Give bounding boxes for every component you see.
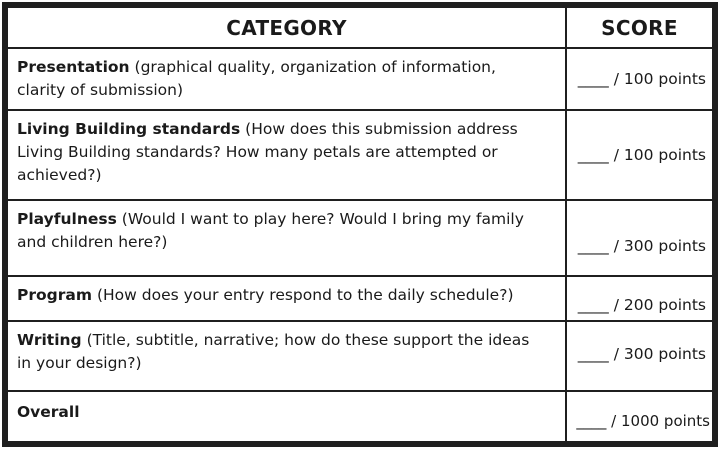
category-description: (Title, subtitle, narrative; how do these support the ideas in your design?) — [17, 331, 530, 372]
scoring-rubric-table — [2, 2, 718, 447]
category-name: Playfulness — [17, 210, 117, 228]
table-row-playfulness — [8, 199, 712, 275]
category-cell — [8, 277, 567, 320]
category-text — [17, 329, 537, 375]
score-cell — [567, 322, 712, 390]
category-name: Presentation — [17, 58, 130, 76]
score-cell — [567, 392, 712, 441]
score-value: ____ / 300 points — [577, 345, 706, 363]
category-name: Living Building standards — [17, 120, 241, 138]
header-score-label: SCORE — [601, 15, 678, 40]
score-value: ____ / 1000 points — [576, 412, 710, 430]
score-value: ____ / 200 points — [577, 296, 706, 314]
category-description: (Would I want to play here? Would I bring my family and children here?) — [17, 210, 524, 251]
category-cell — [8, 49, 567, 109]
category-text — [17, 401, 537, 424]
score-value: ____ / 100 points — [577, 146, 706, 164]
header-score-cell — [567, 8, 712, 47]
score-cell — [567, 277, 712, 320]
category-cell — [8, 201, 567, 275]
table-row-writing — [8, 320, 712, 390]
table-row-living-building-standards — [8, 109, 712, 199]
score-value: ____ / 300 points — [577, 237, 706, 255]
header-category-label: CATEGORY — [226, 15, 347, 40]
score-cell — [567, 201, 712, 275]
category-description: (How does this submission address Living Building standards? How many petals are attempted or achieved?) — [17, 120, 518, 184]
category-cell — [8, 392, 567, 441]
table-header-row — [8, 8, 712, 47]
category-cell — [8, 111, 567, 199]
table-row-overall — [8, 390, 712, 441]
category-name: Overall — [17, 403, 80, 421]
table-row-program — [8, 275, 712, 320]
score-value: ____ / 100 points — [577, 70, 706, 88]
table-row-presentation — [8, 47, 712, 109]
category-cell — [8, 322, 567, 390]
category-text — [17, 118, 537, 187]
category-name: Program — [17, 286, 93, 304]
category-text — [17, 208, 537, 254]
category-text — [17, 56, 537, 102]
score-cell — [567, 49, 712, 109]
header-category-cell — [8, 8, 567, 47]
score-cell — [567, 111, 712, 199]
category-description: (How does your entry respond to the daily schedule?) — [96, 286, 514, 304]
category-text — [17, 284, 537, 307]
category-description: (graphical quality, organization of information, clarity of submission) — [17, 58, 496, 99]
category-name: Writing — [17, 331, 82, 349]
